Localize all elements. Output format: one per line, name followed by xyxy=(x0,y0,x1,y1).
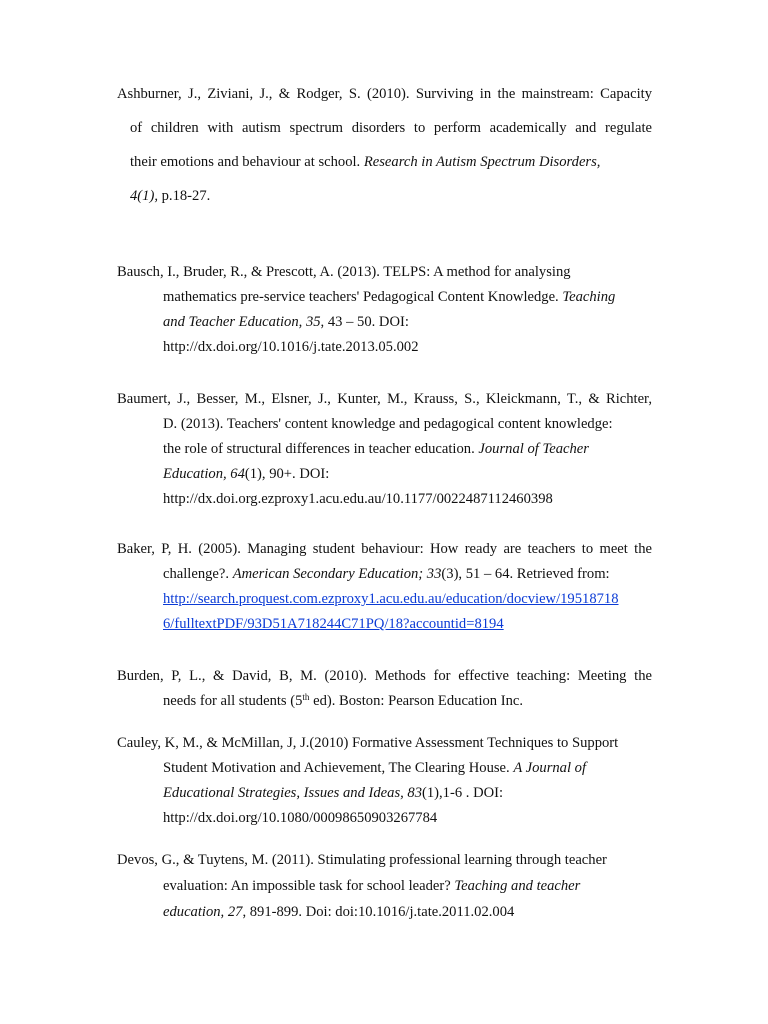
reference-line: evaluation: An impossible task for school leader? Teaching and teacher xyxy=(163,878,581,894)
reference-line: mathematics pre-service teachers' Pedagogical Content Knowledge. Teaching xyxy=(163,289,616,305)
reference-line: 4(1), p.18-27. xyxy=(130,188,211,204)
reference-line: challenge?. American Secondary Education; 33(3), 51 – 64. Retrieved from: xyxy=(163,566,610,582)
reference-line: Ashburner, J., Ziviani, J., & Rodger, S. (2010). Surviving in the mainstream: Capacity xyxy=(117,86,652,102)
reference-line: their emotions and behaviour at school. Research in Autism Spectrum Disorders, xyxy=(130,154,601,170)
journal-title: education, 27 xyxy=(163,904,243,920)
reference-line: D. (2013). Teachers' content knowledge and pedagogical content knowledge: xyxy=(163,416,613,432)
reference-line: Devos, G., & Tuytens, M. (2011). Stimulating professional learning through teacher xyxy=(117,852,607,868)
doi-text: http://dx.doi.org.ezproxy1.acu.edu.au/10.1177/0022487112460398 xyxy=(163,491,553,507)
journal-title: A Journal of xyxy=(513,760,587,776)
reference-line: Bausch, I., Bruder, R., & Prescott, A. (2013). TELPS: A method for analysing xyxy=(117,264,571,280)
reference-line: Education, 64(1), 90+. DOI: xyxy=(163,466,330,482)
doi-text: http://dx.doi.org/10.1016/j.tate.2013.05.002 xyxy=(163,339,419,355)
reference-line: and Teacher Education, 35, 43 – 50. DOI: xyxy=(163,314,409,330)
reference-line: Cauley, K, M., & McMillan, J, J.(2010) Formative Assessment Techniques to Support xyxy=(117,735,619,751)
reference-line: Baumert, J., Besser, M., Elsner, J., Kunter, M., Krauss, S., Kleickmann, T., & Richter, xyxy=(117,391,652,407)
reference-line xyxy=(163,616,504,633)
reference-line: the role of structural differences in teacher education. Journal of Teacher xyxy=(163,441,589,457)
reference-line: Baker, P, H. (2005). Managing student behaviour: How ready are teachers to meet the xyxy=(117,541,652,557)
superscript-ordinal: th xyxy=(302,692,310,702)
journal-title: Journal of Teacher xyxy=(478,441,589,457)
journal-title: Teaching and teacher xyxy=(454,878,581,894)
journal-title: and Teacher Education, 35 xyxy=(163,314,321,330)
reference-line: education, 27, 891-899. Doi: doi:10.1016/j.tate.2011.02.004 xyxy=(163,904,515,920)
journal-title: Educational Strategies, Issues and Ideas, 83 xyxy=(163,785,423,801)
reference-line xyxy=(163,591,619,608)
reference-line: Burden, P, L., & David, B, M. (2010). Methods for effective teaching: Meeting the xyxy=(117,668,652,684)
reference-line: Student Motivation and Achievement, The Clearing House. A Journal of xyxy=(163,760,587,776)
reference-line: needs for all students (5th ed). Boston: Pearson Education Inc. xyxy=(163,692,524,709)
proquest-link-continued[interactable]: 6/fulltextPDF/93D51A718244C71PQ/18?accountid=8194 xyxy=(163,616,504,632)
journal-title: Teaching xyxy=(562,289,616,305)
journal-volume: 4(1), xyxy=(130,188,158,204)
journal-title: American Secondary Education; 33 xyxy=(232,566,442,582)
doi-text: http://dx.doi.org/10.1080/00098650903267784 xyxy=(163,810,438,826)
journal-title: Education, 64 xyxy=(163,466,245,482)
journal-title: Research in Autism Spectrum Disorders, xyxy=(363,154,601,170)
reference-line: of children with autism spectrum disorders to perform academically and regulate xyxy=(130,120,652,136)
proquest-link[interactable]: http://search.proquest.com.ezproxy1.acu.edu.au/education/docview/19518718 xyxy=(163,591,619,607)
reference-line: Educational Strategies, Issues and Ideas, 83(1),1-6 . DOI: xyxy=(163,785,504,801)
